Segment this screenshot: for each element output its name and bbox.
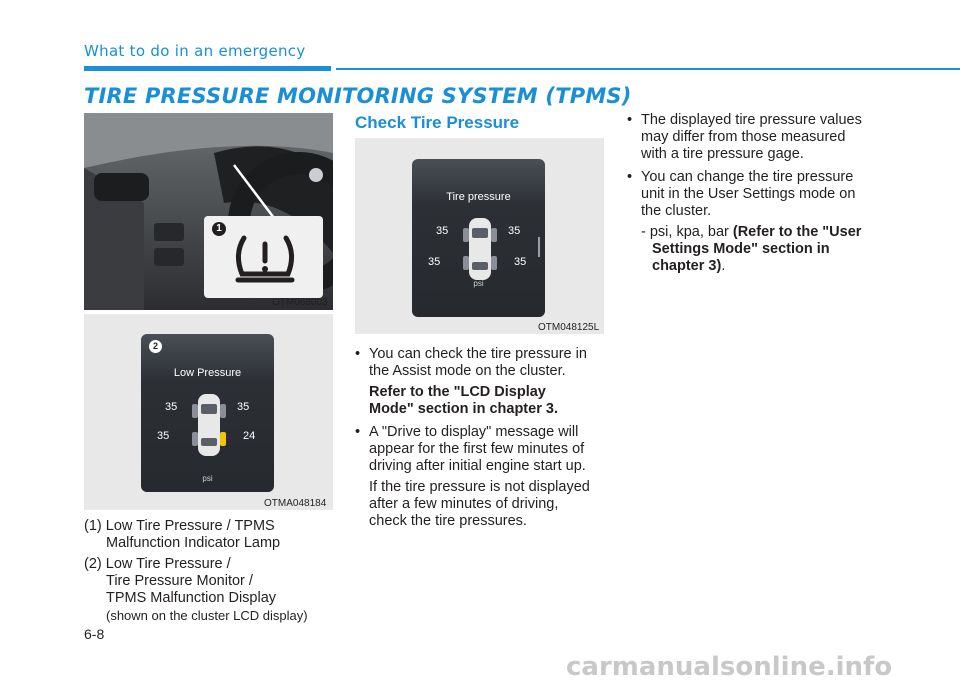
list-item: • A "Drive to display" message will appear for the first few minutes of driving after initial engine start up. If the tire pressure is not displayed after a few minutes of driving, check the tire pressures. <box>355 424 590 529</box>
caption-2: (2) Low Tire Pressure / <box>84 556 231 572</box>
watermark: carmanualsonline.info <box>566 652 893 682</box>
bullet-icon: • <box>627 169 633 185</box>
pressure-front-right: 35 <box>508 225 521 237</box>
callout-marker-1: 1 <box>212 222 226 236</box>
tpms-lamp-inset <box>204 216 323 298</box>
bullet-icon: • <box>627 112 633 128</box>
car-top-view-icon <box>191 392 227 458</box>
cluster-display <box>412 159 545 317</box>
callout-marker-2: 2 <box>149 340 162 353</box>
figure-low-pressure <box>84 314 333 510</box>
list-item: • You can change the tire pressure unit in the User Settings mode on the cluster. <box>627 169 856 219</box>
caption-1: (1) Low Tire Pressure / TPMS <box>84 518 275 534</box>
pressure-front-left: 35 <box>165 401 178 413</box>
pressure-unit: psi <box>473 279 484 288</box>
section-rule-thick <box>84 66 331 71</box>
figure-code: OTMA048184 <box>264 498 327 509</box>
page-number: 6-8 <box>84 626 105 642</box>
check-title: Check Tire Pressure <box>355 113 520 132</box>
tpms-warning-icon <box>232 230 298 288</box>
pressure-unit: psi <box>202 474 213 483</box>
caption-2-line3: TPMS Malfunction Display <box>106 590 277 606</box>
check-bullets <box>355 346 605 530</box>
screen-title: Tire pressure <box>446 191 511 203</box>
caption-2-line4: (shown on the cluster LCD display) <box>106 608 308 623</box>
pressure-rear-left: 35 <box>428 256 441 268</box>
figure-code: OTM048125L <box>538 322 600 333</box>
car-top-view-icon <box>462 216 498 282</box>
pressure-rear-right: 24 <box>243 430 256 442</box>
figure-code: OTM068003 <box>272 297 328 308</box>
figure-dashboard <box>84 113 333 310</box>
list-item: • You can check the tire pressure in the Assist mode on the cluster. Refer to the "LCD Display Mode" section in chapter 3. <box>355 346 587 417</box>
page-title: TIRE PRESSURE MONITORING SYSTEM (TPMS) <box>84 84 632 108</box>
caption-1-line2: Malfunction Indicator Lamp <box>106 535 281 551</box>
section-title: What to do in an emergency <box>84 42 306 60</box>
screen-title: Low Pressure <box>173 367 242 379</box>
bullet-icon: • <box>355 346 361 362</box>
cluster-display <box>141 334 274 492</box>
pressure-rear-right: 35 <box>514 256 527 268</box>
scroll-indicator <box>538 237 540 257</box>
bullet-icon: • <box>355 424 361 440</box>
pressure-rear-left: 35 <box>157 430 170 442</box>
figure-captions <box>84 518 344 624</box>
pressure-front-right: 35 <box>237 401 250 413</box>
section-rule-thin <box>336 68 960 70</box>
figure-tire-pressure <box>355 138 604 334</box>
list-item: • The displayed tire pressure values may differ from those measured with a tire pressure gage. <box>627 112 862 162</box>
unit-options: - psi, kpa, bar (Refer to the "User Settings Mode" section in chapter 3). <box>641 224 862 274</box>
pressure-front-left: 35 <box>436 225 449 237</box>
right-bullets <box>627 112 879 275</box>
caption-2-line2: Tire Pressure Monitor / <box>106 573 253 589</box>
